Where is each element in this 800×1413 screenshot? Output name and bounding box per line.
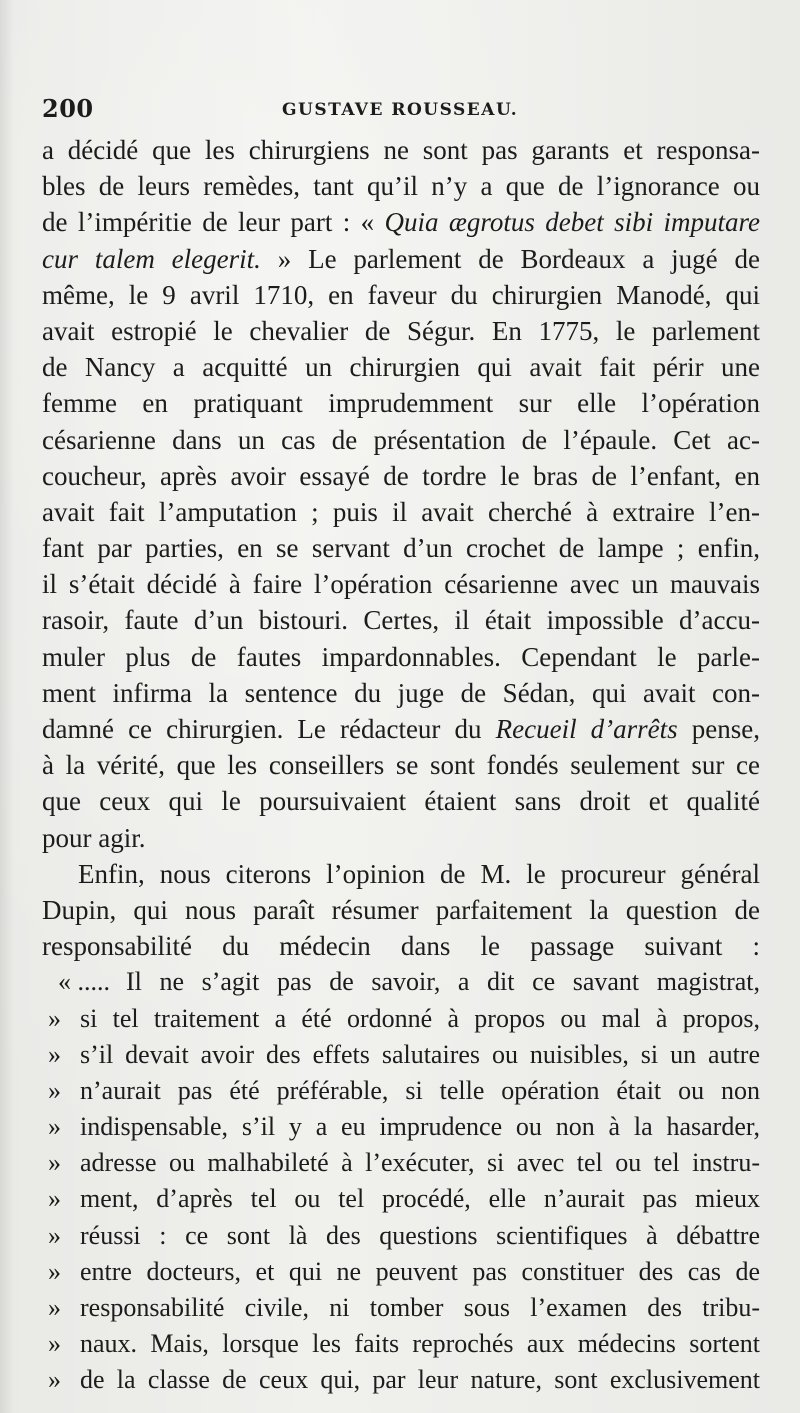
text-line: muler plus de fautes impardonnables. Cependant le parle-	[42, 641, 760, 672]
quote-text: s’il devait avoir des effets salutaires ou nuisibles, si un autre	[80, 1039, 760, 1069]
quote-line	[42, 964, 760, 1000]
text-line: fant par parties, en se servant d’un crochet de lampe ; enfin,	[42, 533, 760, 564]
quote-text: ment, d’après tel ou tel procédé, elle n’aurait pas mieux	[80, 1184, 760, 1214]
quote-text: Il ne s’agit pas de savoir, a dit ce savant magistrat,	[126, 967, 760, 997]
quote-continuation-mark: »	[48, 1365, 61, 1395]
quote-continuation-mark: »	[48, 1220, 61, 1250]
quote-text: n’aurait pas été préférable, si telle opération était ou non	[80, 1075, 760, 1105]
text-line: de Nancy a acquitté un chirurgien qui avait fait périr une	[42, 352, 760, 383]
quote-open-mark: « .....	[58, 967, 110, 997]
page-header	[42, 92, 762, 124]
quote-line	[42, 1001, 760, 1037]
quote-continuation-mark: »	[48, 1293, 61, 1322]
latin-quotation: cur talem elegerit.	[42, 243, 261, 274]
text-line	[42, 204, 760, 240]
quote-continuation-mark: »	[48, 1039, 61, 1069]
quote-line	[42, 1109, 760, 1145]
quote-continuation-mark: »	[48, 1329, 61, 1359]
quote-text: réussi : ce sont là des questions scientifiques à débattre	[80, 1220, 760, 1250]
quote-line	[42, 1037, 760, 1073]
text-line: femme en pratiquant imprudemment sur elle l’opération	[42, 388, 760, 419]
quote-text: de la classe de ceux qui, par leur nature, sont exclusivement	[80, 1365, 760, 1395]
text-run: de l’impéritie de leur part : «	[42, 207, 385, 238]
paragraph-2	[42, 856, 760, 965]
quote-line	[42, 1290, 760, 1326]
paragraph-1	[42, 132, 760, 856]
quote-text: adresse ou malhabileté à l’exécuter, si avec tel ou tel instru-	[80, 1148, 760, 1178]
text-line: même, le 9 avril 1710, en faveur du chirurgien Manodé, qui	[42, 279, 760, 310]
quote-line	[42, 1362, 760, 1398]
text-line: pour agir.	[42, 822, 146, 853]
quote-continuation-mark: »	[48, 1112, 61, 1142]
text-line: avait fait l’amputation ; puis il avait cherché à extraire l’en-	[42, 496, 760, 527]
quote-text: naux. Mais, lorsque les faits reprochés aux médecins sortent	[80, 1329, 760, 1359]
text-run: damné ce chirurgien. Le rédacteur du	[42, 714, 496, 744]
block-quotation	[42, 964, 760, 1398]
text-line: avait estropié le chevalier de Ségur. En 1775, le parlement	[42, 315, 760, 346]
quote-text: entre docteurs, et qui ne peuvent pas constituer des cas de	[80, 1256, 760, 1286]
text-line	[42, 711, 760, 747]
quote-continuation-mark: »	[48, 1256, 61, 1286]
quote-line	[42, 1254, 760, 1290]
text-line: responsabilité du médecin dans le passage suivant :	[42, 931, 760, 962]
text-line: césarienne dans un cas de présentation de l’épaule. Cet ac-	[42, 424, 760, 455]
text-line: bles de leurs remèdes, tant qu’il n’y a que de l’ignorance ou	[42, 171, 760, 202]
text-line	[42, 241, 760, 277]
page-body	[42, 132, 760, 1399]
quote-line	[42, 1326, 760, 1362]
quote-continuation-mark: »	[48, 1148, 61, 1178]
text-line: ment infirma la sentence du juge de Sédan, qui avait con-	[42, 677, 760, 708]
quote-continuation-mark: »	[48, 1184, 61, 1214]
quote-continuation-mark: »	[48, 1075, 61, 1105]
text-line: rasoir, faute d’un bistouri. Certes, il était impossible d’accu-	[42, 605, 760, 636]
quote-line	[42, 1181, 760, 1217]
running-head: GUSTAVE ROUSSEAU.	[282, 100, 519, 120]
quote-text: responsabilité civile, ni tomber sous l’examen des tribu-	[80, 1293, 760, 1322]
text-line: à la vérité, que les conseillers se sont fondés seulement sur ce	[42, 750, 760, 781]
text-line: a décidé que les chirurgiens ne sont pas garants et responsa-	[42, 135, 760, 165]
quote-line	[42, 1073, 760, 1109]
text-run: » Le parlement de Bordeaux a jugé de	[260, 243, 760, 274]
quote-continuation-mark: »	[48, 1003, 61, 1033]
cited-work-title: Recueil d’arrêts	[495, 714, 678, 744]
text-line: Enfin, nous citerons l’opinion de M. le procureur général	[78, 858, 760, 889]
text-line: coucheur, après avoir essayé de tordre le bras de l’enfant, en	[42, 460, 760, 491]
quote-line	[42, 1218, 760, 1254]
latin-quotation: Quia ægrotus debet sibi imputare	[384, 207, 760, 238]
text-line: il s’était décidé à faire l’opération césarienne avec un mauvais	[42, 569, 760, 600]
quote-text: indispensable, s’il y a eu imprudence ou non à la hasarder,	[80, 1112, 760, 1142]
page-edge-shadow	[0, 0, 14, 1413]
text-line: Dupin, qui nous paraît résumer parfaitement la question de	[42, 894, 760, 925]
quote-line	[42, 1145, 760, 1181]
text-line: que ceux qui le poursuivaient étaient sans droit et qualité	[42, 786, 760, 817]
quote-text: si tel traitement a été ordonné à propos ou mal à propos,	[80, 1003, 760, 1033]
page-number: 200	[42, 94, 94, 123]
text-run: pense,	[677, 714, 760, 744]
